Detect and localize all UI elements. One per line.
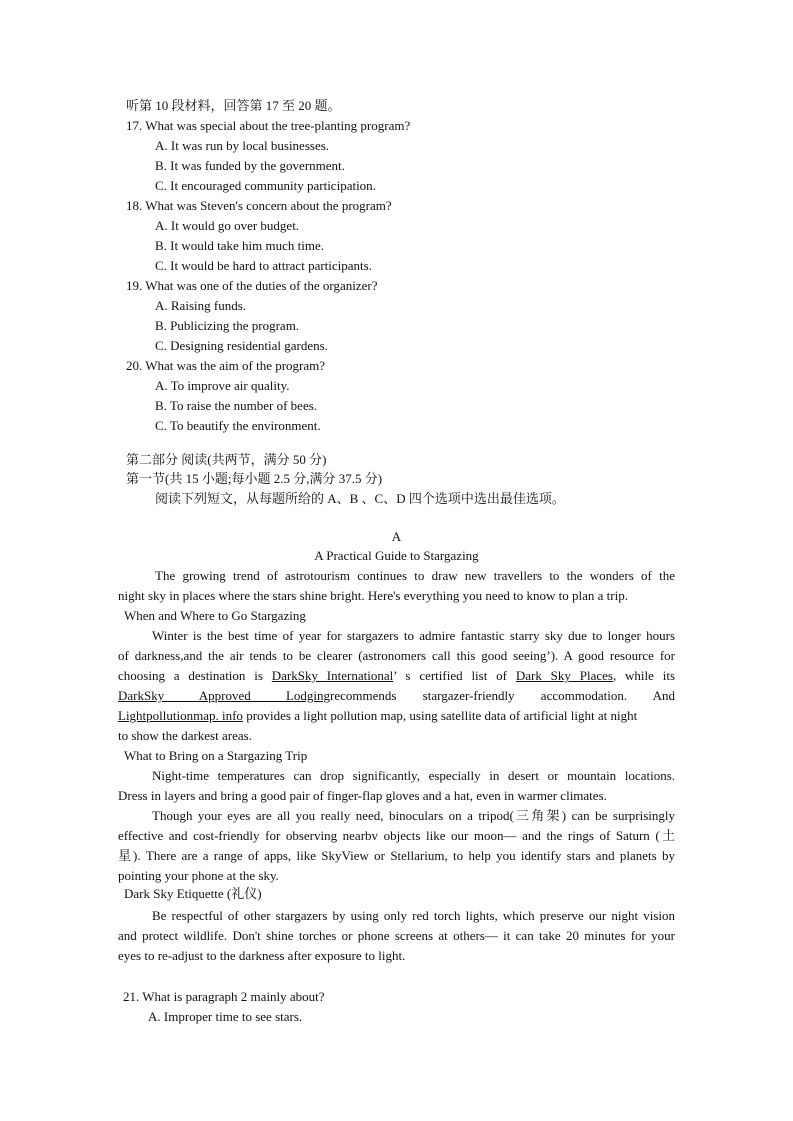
reading-section-heading: 第一节(共 15 小题;每小题 2.5 分,满分 37.5 分)	[126, 471, 383, 486]
p2-line-1: Winter is the best time of year for stargazers to admire fantastic starry sky due to longer hours	[152, 628, 675, 643]
question-19-option-c: C. Designing residential gardens.	[155, 338, 328, 353]
darksky-approved-lodging-link[interactable]: DarkSky Approved Lodging	[118, 688, 330, 703]
question-20-option-c: C. To beautify the environment.	[155, 418, 321, 433]
reading-instruction: 阅读下列短文，从每题所给的 A、B 、C、D 四个选项中选出最佳选项。	[155, 491, 565, 506]
p2-line-2: of darkness,and the air tends to be clearer (astronomers call this good seeing’). A good resource for	[118, 648, 675, 663]
p2-line-3-text-c: , while its	[612, 668, 676, 683]
p2-line-5-text: provides a light pollution map, using satellite data of artificial light at night	[246, 708, 638, 723]
p2-line-4: recommends stargazer-friendly accommodation. And	[330, 688, 675, 703]
p3-line-1: Night-time temperatures can drop significantly, especially in desert or mountain locations.	[152, 768, 675, 783]
question-17-stem: 17. What was special about the tree-planting program?	[126, 118, 411, 133]
p4-line-2: effective and cost-friendly for observing nearbv objects like our moon— and the rings of Saturn (土	[118, 828, 675, 843]
p4-line-3: 星). There are a range of apps, like SkyView or Stellarium, to help you identify stars and planets by	[118, 848, 675, 863]
question-20-option-b: B. To raise the number of bees.	[155, 398, 318, 413]
darksky-international-link[interactable]: DarkSky International	[271, 668, 394, 683]
p2-line-3-text-a: choosing a destination is	[118, 668, 263, 683]
p2-line-3-text-b: ’ s certified list of	[393, 668, 508, 683]
heading-when-where: When and Where to Go Stargazing	[124, 608, 306, 623]
question-19-option-a: A. Raising funds.	[155, 298, 246, 313]
p5-line-2: and protect wildlife. Don't shine torches or phone screens at others— it can take 20 minutes for your	[118, 928, 675, 943]
p2-line-5	[118, 706, 637, 726]
passage-title: A Practical Guide to Stargazing	[314, 548, 479, 563]
p2-line-3	[118, 666, 675, 686]
question-17-option-c: C. It encouraged community participation.	[155, 178, 376, 193]
question-21-stem: 21. What is paragraph 2 mainly about?	[123, 989, 325, 1004]
p5-line-1: Be respectful of other stargazers by using only red torch lights, which preserve our night vision	[152, 908, 675, 923]
question-17-option-b: B. It was funded by the government.	[155, 158, 345, 173]
p4-line-4: pointing your phone at the sky.	[118, 868, 279, 883]
heading-etiquette: Dark Sky Etiquette (礼仪)	[124, 886, 262, 901]
dark-sky-places-link[interactable]: Dark Sky Places	[515, 668, 613, 683]
p5-line-3: eyes to re-adjust to the darkness after exposure to light.	[118, 948, 406, 963]
question-20-option-a: A. To improve air quality.	[155, 378, 290, 393]
heading-what-to-bring: What to Bring on a Stargazing Trip	[124, 748, 308, 763]
reading-part-heading: 第二部分 阅读(共两节，满分 50 分)	[126, 452, 327, 467]
question-18-option-b: B. It would take him much time.	[155, 238, 324, 253]
question-21-option-a: A. Improper time to see stars.	[148, 1009, 303, 1024]
p3-line-2: Dress in layers and bring a good pair of finger-flap gloves and a hat, even in warmer climates.	[118, 788, 607, 803]
question-18-stem: 18. What was Steven's concern about the program?	[126, 198, 392, 213]
intro-line-2: night sky in places where the stars shine bright. Here's everything you need to know to plan a trip.	[118, 588, 628, 603]
question-18-option-c: C. It would be hard to attract participants.	[155, 258, 372, 273]
passage-letter: A	[391, 529, 402, 544]
intro-line-1: The growing trend of astrotourism continues to draw new travellers to the wonders of the	[155, 568, 675, 583]
listening-header: 听第 10 段材料，回答第 17 至 20 题。	[126, 98, 341, 113]
question-20-stem: 20. What was the aim of the program?	[126, 358, 326, 373]
darksky-approved-lodging-link-wrap	[118, 686, 330, 706]
question-18-option-a: A. It would go over budget.	[155, 218, 300, 233]
question-19-option-b: B. Publicizing the program.	[155, 318, 300, 333]
lightpollutionmap-link[interactable]: Lightpollutionmap. info	[118, 708, 243, 723]
p2-line-6: to show the darkest areas.	[118, 728, 252, 743]
question-19-stem: 19. What was one of the duties of the organizer?	[126, 278, 378, 293]
question-17-option-a: A. It was run by local businesses.	[155, 138, 330, 153]
p4-line-1: Though your eyes are all you really need, binoculars on a tripod(三角架) can be surprisingly	[152, 808, 675, 823]
